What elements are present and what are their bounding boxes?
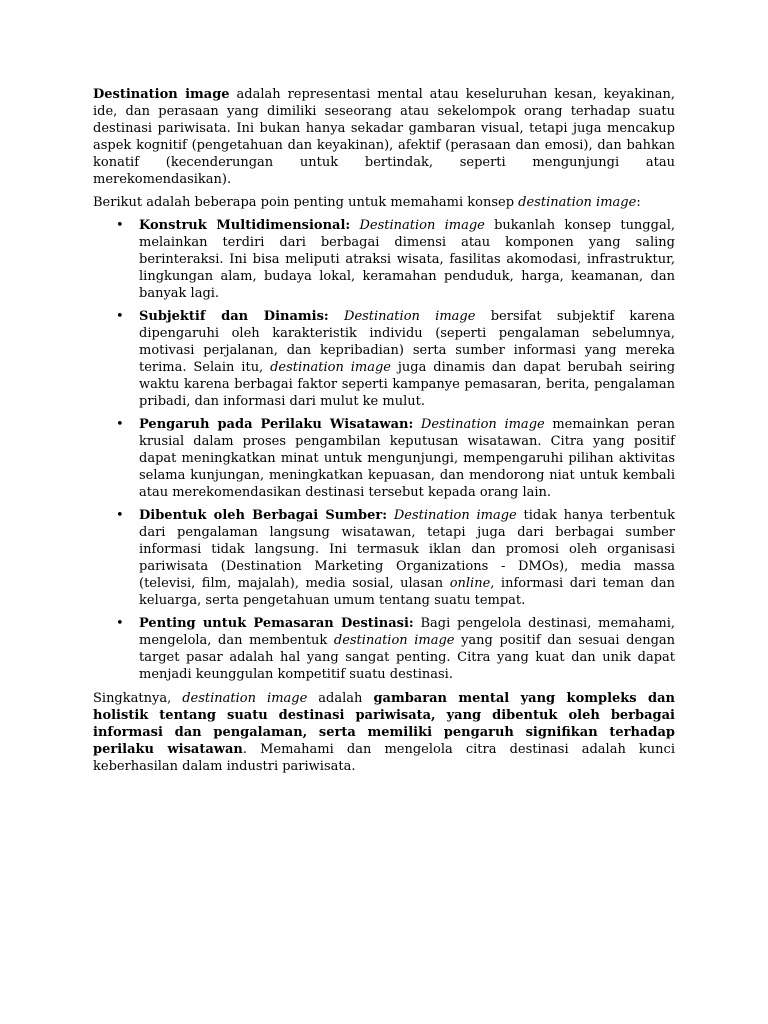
lead-in-end: : — [636, 195, 641, 210]
lead-in-term: destination image — [518, 195, 637, 210]
intro-paragraph — [93, 86, 675, 188]
key-points-list — [93, 217, 675, 683]
summary-paragraph — [93, 690, 675, 775]
intro-text: adalah representasi mental atau keseluruhan kesan, keyakinan, ide, dan perasaan yang dimiliki seseorang atau sekelompok orang terhadap suatu destinasi pariwisata. Ini bukan hanya sekadar gambaran visual, tetapi juga mencakup aspek kognitif (pengetahuan dan keyakinan), afektif (perasaan dan emosi), dan bahkan konatif (kecenderungan untuk bertindak, seperti mengunjungi atau merekomendasikan). — [93, 87, 675, 187]
point-term-2: online — [449, 576, 491, 591]
list-item-multidimensional — [116, 217, 675, 302]
point-text: Bagi pengelola destinasi, memahami, mengelola, dan membentuk — [139, 616, 675, 648]
point-term-2: destination image — [270, 360, 392, 375]
point-title: Dibentuk oleh Berbagai Sumber: — [139, 508, 388, 523]
point-text-2: juga dinamis dan dapat berubah seiring waktu karena berbagai faktor seperti kampanye pemasaran, berita, pengalaman pribadi, dan informasi dari mulut ke mulut. — [139, 360, 676, 409]
point-text-2: yang positif dan sesuai dengan target pasar adalah hal yang sangat penting. Citra yang kuat dan unik dapat menjadi keunggulan kompetitif suatu destinasi. — [139, 633, 676, 682]
point-title: Pengaruh pada Perilaku Wisatawan: — [139, 417, 414, 432]
point-text: bukanlah konsep tunggal, melainkan terdiri dari berbagai dimensi atau komponen yang saling berinteraksi. Ini bisa meliputi atraksi wisata, fasilitas akomodasi, infrastruktur, lingkungan alam, budaya lokal, keramahan penduduk, harga, keamanan, dan banyak lagi. — [139, 218, 675, 301]
point-term: Destination image — [344, 309, 476, 324]
point-title: Konstruk Multidimensional: — [139, 218, 351, 233]
list-item-behavior-influence — [116, 416, 675, 501]
document-page — [93, 86, 675, 781]
point-text-2: , informasi dari teman dan keluarga, serta pengetahuan umum tentang suatu tempat. — [139, 576, 675, 608]
summary-start: Singkatnya, — [93, 691, 183, 706]
summary-mid: adalah — [307, 691, 374, 706]
point-text: tidak hanya terbentuk dari pengalaman langsung wisatawan, tetapi juga dari berbagai sumber informasi tidak langsung. Ini termasuk iklan dan promosi oleh organisasi pariwisata (Destination Marketing Organizations - DMOs), media massa (televisi, film, majalah), media sosial, ulasan — [139, 508, 676, 591]
list-item-sources — [116, 507, 676, 609]
lead-in-paragraph — [93, 194, 675, 211]
point-term: Destination image — [359, 218, 485, 233]
list-item-marketing — [116, 615, 676, 683]
intro-term: Destination image — [93, 87, 230, 102]
summary-end: . Memahami dan mengelola citra destinasi adalah kunci keberhasilan dalam industri pariwisata. — [93, 742, 675, 774]
list-item-subjective-dynamic — [116, 308, 676, 410]
lead-in-text: Berikut adalah beberapa poin penting untuk memahami konsep — [93, 195, 519, 210]
bullet-icon: • — [116, 616, 124, 631]
point-term: Destination image — [393, 508, 517, 523]
bullet-icon: • — [116, 508, 124, 523]
bullet-icon: • — [116, 218, 124, 233]
bullet-icon: • — [116, 309, 124, 324]
point-text: memainkan peran krusial dalam proses pengambilan keputusan wisatawan. Citra yang positif dapat meningkatkan minat untuk mengunjungi, mempengaruhi pilihan aktivitas selama kunjungan, meningkatkan kepuasan, dan mendorong niat untuk kembali atau merekomendasikan destinasi tersebut kepada orang lain. — [139, 417, 675, 500]
summary-term: destination image — [182, 691, 308, 706]
point-title: Subjektif dan Dinamis: — [139, 309, 329, 324]
point-term: destination image — [333, 633, 455, 648]
point-text: bersifat subjektif karena dipengaruhi oleh karakteristik individu (seperti pengalaman sebelumnya, motivasi perjalanan, dan kepribadian) serta sumber informasi yang mereka terima. Selain itu, — [139, 309, 675, 375]
point-title: Penting untuk Pemasaran Destinasi: — [139, 616, 414, 631]
summary-bold: gambaran mental yang kompleks dan holistik tentang suatu destinasi pariwisata, yang dibentuk oleh berbagai informasi dan pengalaman, serta memiliki pengaruh signifikan terhadap perilaku wisatawan — [93, 691, 675, 757]
bullet-icon: • — [116, 417, 124, 432]
point-term: Destination image — [420, 417, 545, 432]
